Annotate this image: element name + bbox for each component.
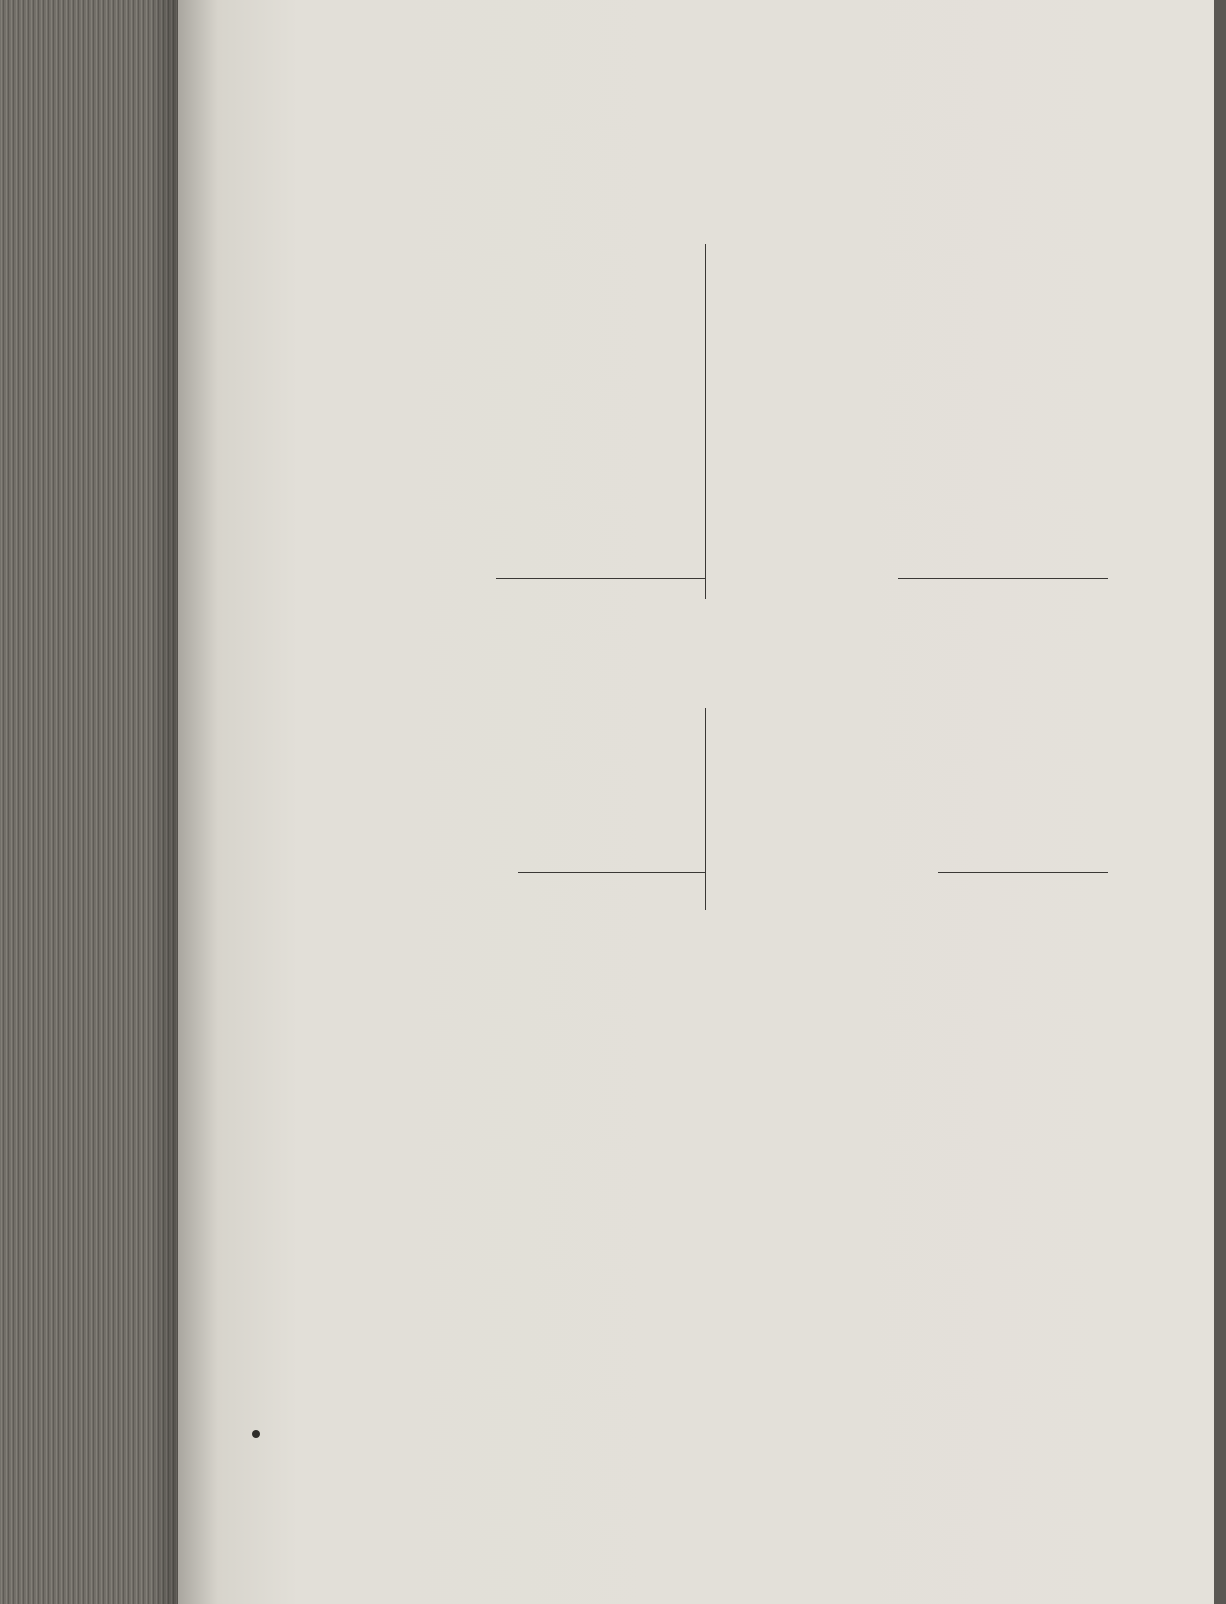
right-page-edge (1214, 0, 1226, 1604)
balans-divider (705, 244, 706, 599)
scanned-page (178, 0, 1214, 1604)
balans-passief-sum-line (898, 578, 1108, 579)
balans-actief-sum-line (496, 578, 706, 579)
winst-divider (705, 708, 706, 910)
winst-credit-sum-line (938, 872, 1108, 873)
winst-debet-sum-line (518, 872, 706, 873)
margin-dot (252, 1430, 260, 1438)
